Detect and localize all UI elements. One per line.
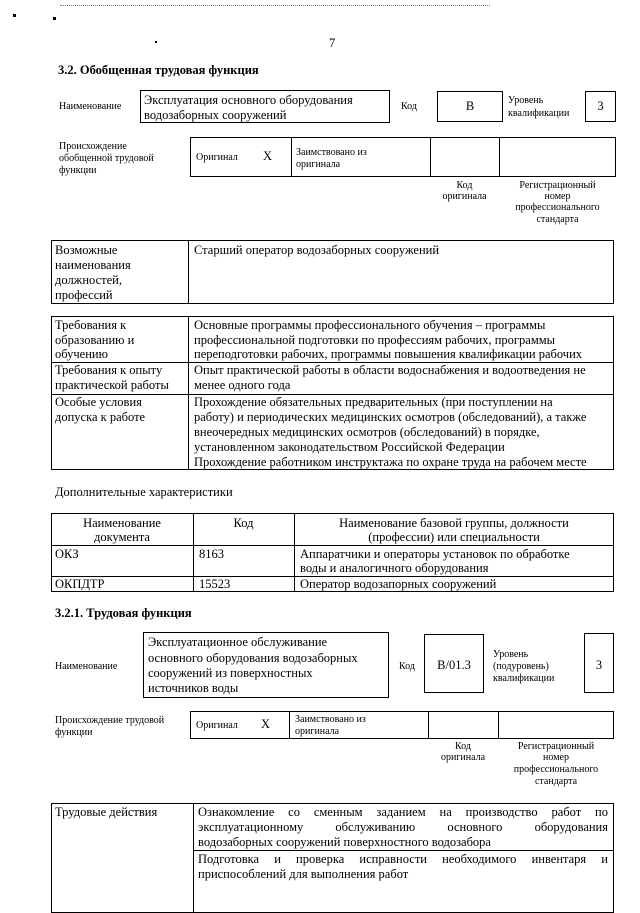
function-borrowed-label-1: Заимствовано из [295, 714, 366, 725]
original-label: Оригинал [196, 152, 238, 163]
name-value-line-2: водозаборных сооружений [144, 108, 287, 122]
cond-text-line-4: установленном законодательством Российской Федерации [194, 440, 505, 454]
function-name-label: Наименование [55, 661, 118, 672]
reg-caption-2: номер [544, 191, 571, 202]
table-row-name-line-2: воды и аналогичного оборудования [300, 561, 489, 575]
table-row-doc: ОКПДТР [55, 577, 105, 591]
function-reg-caption-2: номер [543, 752, 569, 763]
actions-label: Трудовые действия [55, 805, 158, 819]
function-name-line-4: источников воды [148, 681, 239, 695]
requirements-divider [188, 316, 189, 470]
scan-speck [13, 14, 16, 17]
edu-label-line-1: Требования к [55, 318, 127, 332]
function-origin-table [190, 711, 614, 739]
function-origin-label-2: функции [55, 727, 93, 738]
function-level-label-3: квалификации [493, 673, 555, 684]
table-row-code: 8163 [199, 547, 224, 561]
function-name-line-1: Эксплуатационное обслуживание [148, 635, 328, 649]
function-level-label-1: Уровень [493, 649, 529, 660]
edu-text-line-3: переподготовки рабочих, программы повышения квалификации рабочих [194, 347, 583, 361]
reg-caption-1: Регистрационный [519, 180, 596, 191]
edu-text-line-2: профессиональной подготовки по профессиям рабочих, программы [194, 333, 556, 347]
code-label: Код [401, 101, 417, 112]
function-origin-label-1: Происхождение трудовой [55, 715, 165, 726]
orig-code-caption-1: Код [456, 180, 473, 191]
function-name-line-2: основного оборудования водозаборных [148, 651, 358, 665]
function-original-label: Оригинал [196, 720, 238, 731]
exp-label-line-2: практической работы [55, 378, 169, 392]
positions-divider [188, 240, 189, 304]
additional-col2: Код [233, 516, 254, 530]
actions-divider [193, 803, 194, 913]
origin-label-line-1: Происхождение [59, 141, 127, 152]
reg-caption-4: стандарта [536, 214, 579, 225]
cond-text-line-5: Прохождение работником инструктажа по охране труда на рабочем месте [194, 455, 587, 469]
function-level-value: 3 [595, 658, 603, 672]
cond-label-line-1: Особые условия [55, 395, 142, 409]
table-row-code: 15523 [199, 577, 231, 591]
level-label-line-1: Уровень [508, 95, 544, 106]
function-code-label: Код [399, 661, 415, 672]
exp-text-line-2: менее одного года [194, 378, 291, 392]
orig-code-caption-2: оригинала [442, 191, 487, 202]
additional-col3-line-2: (профессии) или специальности [368, 530, 540, 544]
exp-label-line-1: Требования к опыту [55, 363, 163, 377]
cond-text-line-2: работу) и периодических медицинских осмотров (обследований), а также [194, 410, 587, 424]
borrowed-label-line-1: Заимствовано из [296, 147, 367, 158]
level-label-line-2: квалификации [508, 108, 570, 119]
function-original-mark: X [261, 717, 271, 731]
additional-col3-line-1: Наименование базовой группы, должности [339, 516, 569, 530]
additional-col1-line-1: Наименование [83, 516, 161, 530]
actions-row-line [193, 850, 614, 851]
additional-heading: Дополнительные характеристики [55, 485, 233, 499]
function-reg-caption-3: профессионального [513, 764, 599, 775]
function-level-label-2: (подуровень) [493, 661, 549, 672]
function-origin-divider [428, 711, 429, 739]
action-2-line-2: приспособлений для выполнения работ [198, 867, 409, 881]
code-value: B [465, 99, 475, 113]
function-code-value: B/01.3 [437, 658, 471, 672]
positions-label-line-4: профессий [55, 288, 113, 302]
level-value: 3 [597, 99, 604, 113]
action-1-line-2: эксплуатационному обслуживанию основного оборудования [198, 820, 608, 834]
function-heading: 3.2.1. Трудовая функция [55, 606, 192, 620]
origin-divider [499, 137, 500, 177]
positions-label-line-3: должностей, [55, 273, 122, 287]
borrowed-label-line-2: оригинала [296, 159, 341, 170]
origin-divider [291, 137, 292, 177]
function-orig-code-caption-2: оригинала [440, 752, 486, 763]
page-number: 7 [329, 36, 336, 50]
origin-table [190, 137, 616, 177]
origin-label-line-3: функции [59, 165, 97, 176]
additional-col1-line-2: документа [94, 530, 150, 544]
exp-text-line-1: Опыт практической работы в области водоснабжения и водоотведения не [194, 363, 586, 377]
cond-text-line-3: внеочередных медицинских осмотров (обследований) в порядке, [194, 425, 540, 439]
function-reg-caption-4: стандарта [534, 776, 578, 787]
edu-label-line-3: обучению [55, 347, 108, 361]
action-2-line-1: Подготовка и проверка исправности необходимого инвентаря и [198, 852, 608, 866]
function-name-line-3: сооружений из поверхностных [148, 666, 313, 680]
function-borrowed-label-2: оригинала [295, 726, 340, 737]
section-heading: 3.2. Обобщенная трудовая функция [58, 63, 259, 77]
function-orig-code-caption-1: Код [455, 741, 471, 752]
name-label: Наименование [59, 101, 122, 112]
table-row-name-line-1: Оператор водозапорных сооружений [300, 577, 497, 591]
function-origin-divider [289, 711, 290, 739]
positions-value: Старший оператор водозаборных сооружений [194, 243, 440, 257]
origin-divider [430, 137, 431, 177]
original-mark: X [263, 149, 273, 163]
name-value-line-1: Эксплуатация основного оборудования [144, 93, 353, 107]
function-reg-caption-1: Регистрационный [517, 741, 595, 752]
cond-text-line-1: Прохождение обязательных предварительных (при поступлении на [194, 395, 553, 409]
positions-label-line-2: наименования [55, 258, 131, 272]
edu-text-line-1: Основные программы профессионального обучения – программы [194, 318, 546, 332]
additional-row-line [51, 545, 614, 546]
table-row-name-line-1: Аппаратчики и операторы установок по обработке [300, 547, 570, 561]
reg-caption-3: профессионального [515, 202, 600, 213]
action-1-line-3: водозаборных сооружений поверхностного водозабора [198, 835, 491, 849]
edu-label-line-2: образованию и [55, 333, 135, 347]
action-1-line-1: Ознакомление со сменным заданием на производство работ по [198, 805, 608, 819]
function-origin-divider [498, 711, 499, 739]
scan-speck [53, 17, 56, 20]
table-row-doc: ОКЗ [55, 547, 79, 561]
positions-label-line-1: Возможные [55, 243, 118, 257]
top-rule [60, 5, 490, 6]
scan-speck [155, 41, 157, 43]
origin-label-line-2: обобщенной трудовой [59, 153, 154, 164]
cond-label-line-2: допуска к работе [55, 410, 146, 424]
